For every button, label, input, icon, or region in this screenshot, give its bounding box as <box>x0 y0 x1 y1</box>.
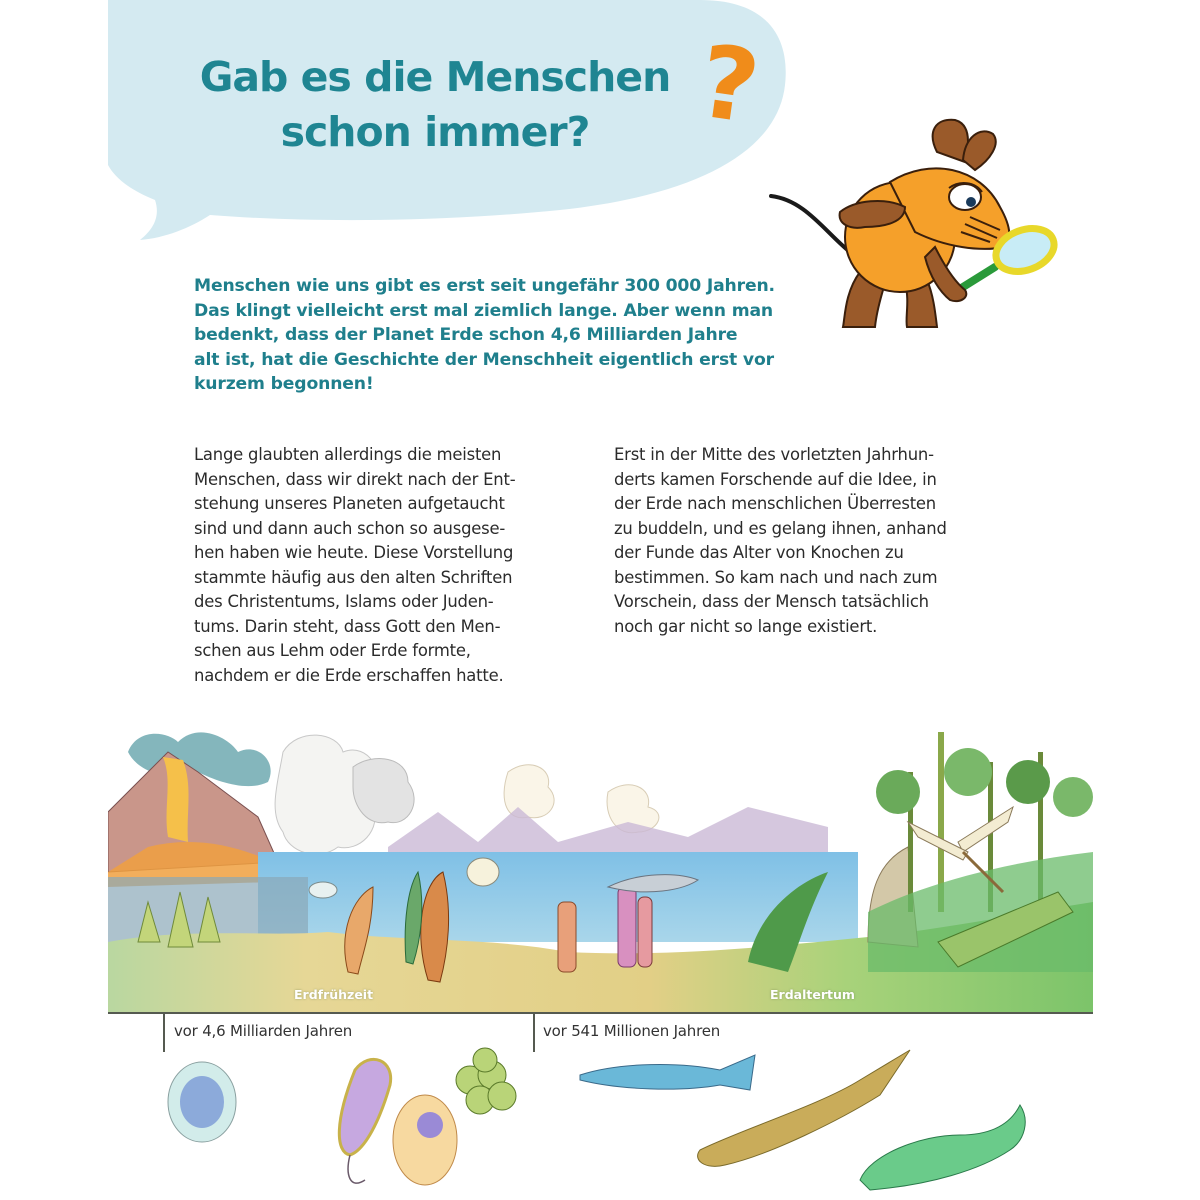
body-line: Menschen, dass wir direkt nach der Ent- <box>194 469 516 489</box>
body-line: Erst in der Mitte des vorletzten Jahrhun- <box>614 445 934 464</box>
body-line: derts kamen Forschende auf die Idee, in <box>614 469 937 489</box>
body-line: stammte häufig aus den alten Schriften <box>194 567 513 587</box>
timeline-axis <box>108 1012 1093 1014</box>
eukaryotic-cell-icon <box>393 1095 457 1185</box>
body-line: der Funde das Alter von Knochen zu <box>614 543 904 562</box>
body-column-left <box>194 443 574 688</box>
intro-line: alt ist, hat die Geschichte der Menschheit eigentlich erst vor <box>194 349 774 370</box>
intro-line: kurzem begonnen! <box>194 374 374 394</box>
fish-icon <box>580 1055 755 1090</box>
timeline-time-label: vor 4,6 Milliarden Jahren <box>174 1022 353 1040</box>
body-line: Lange glaubten allerdings die meisten <box>194 445 502 464</box>
bacterium-icon <box>339 1059 390 1155</box>
body-line: schen aus Lehm oder Erde formte, <box>194 641 471 660</box>
body-line: tums. Darin steht, dass Gott den Men- <box>194 616 501 636</box>
body-line: der Erde nach menschlichen Überresten <box>614 494 936 513</box>
prehistoric-landscape-illustration <box>108 712 1093 1014</box>
page-title <box>150 50 720 160</box>
intro-line: Das klingt vielleicht erst mal ziemlich lange. Aber wenn man <box>194 300 773 321</box>
body-line: nachdem er die Erde erschaffen hatte. <box>194 665 504 685</box>
era-label-erdaltertum: Erdaltertum <box>770 987 855 1002</box>
body-line: des Christentums, Islams oder Juden- <box>194 592 494 611</box>
intro-line: bedenkt, dass der Planet Erde schon 4,6 Milliarden Jahre <box>194 325 738 345</box>
timeline-time-label: vor 541 Millionen Jahren <box>543 1022 721 1040</box>
body-line: Vorschein, dass der Mensch tatsächlich <box>614 592 929 611</box>
body-line: zu buddeln, und es gelang ihnen, anhand <box>614 518 947 538</box>
era-label-erdfruehzeit: Erdfrühzeit <box>294 987 374 1002</box>
question-mark-icon: ? <box>692 22 766 147</box>
lizard-icon <box>860 1105 1025 1190</box>
title-line-2: schon immer? <box>280 108 590 156</box>
body-column-right <box>614 443 1014 639</box>
body-line: stehung unseres Planeten aufgetaucht <box>194 494 505 513</box>
body-line: noch gar nicht so lange existiert. <box>614 616 878 636</box>
title-line-1: Gab es die Menschen <box>199 53 671 101</box>
body-line: bestimmen. So kam nach und nach zum <box>614 567 938 587</box>
body-line: hen haben wie heute. Diese Vorstellung <box>194 543 514 562</box>
body-line: sind und dann auch schon so ausgese- <box>194 518 506 538</box>
intro-line: Menschen wie uns gibt es erst seit ungefähr 300 000 Jahren. <box>194 276 775 296</box>
intro-paragraph <box>194 274 834 397</box>
creatures-illustration <box>140 1040 1080 1200</box>
